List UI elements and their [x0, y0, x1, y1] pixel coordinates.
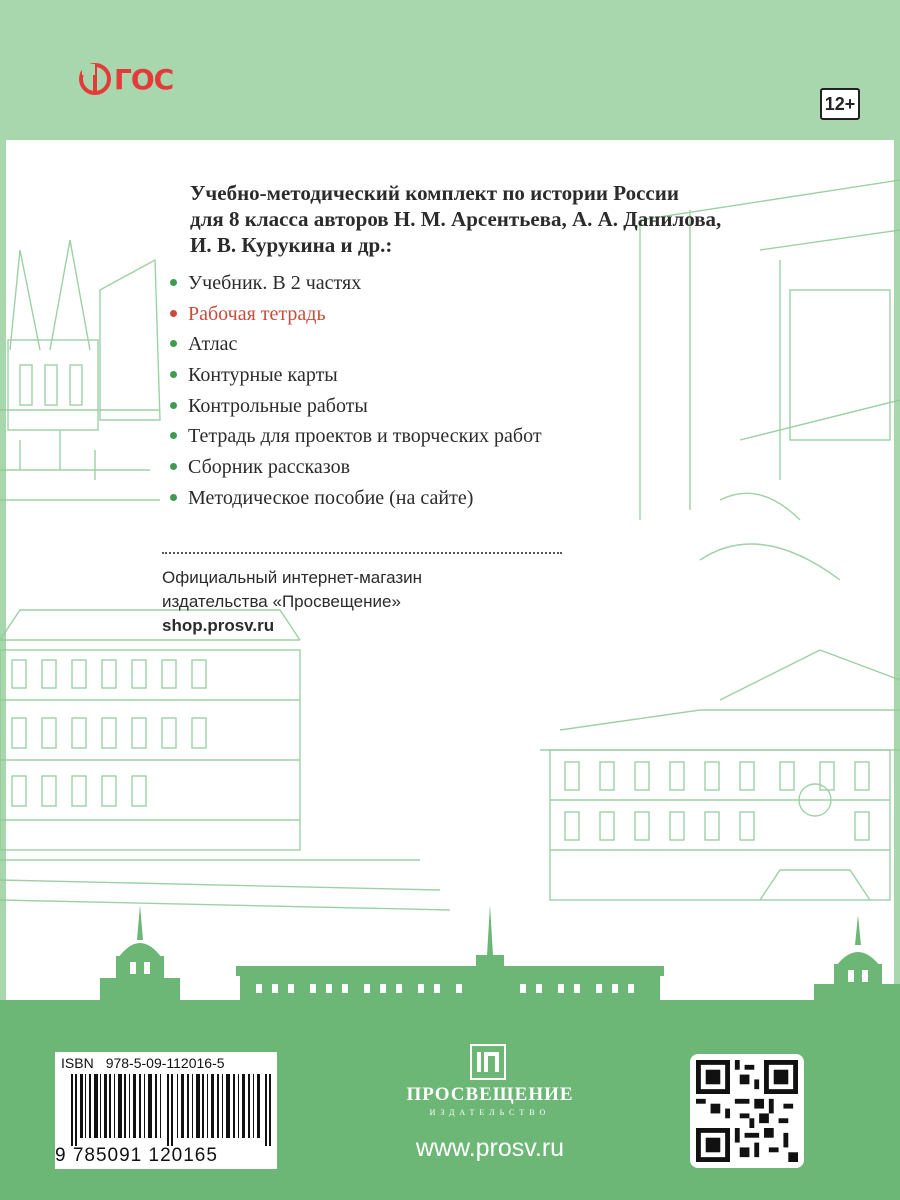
shop-line-1: Официальный интернет-магазин	[162, 568, 423, 587]
list-item	[168, 485, 542, 516]
isbn-number: 978-5-09-112016-5	[105, 1055, 225, 1071]
barcode-icon	[71, 1074, 273, 1146]
bullet-icon	[170, 310, 177, 317]
kit-items-list	[168, 270, 542, 516]
kit-heading: Учебно-методический комплект по истории России для 8 класса авторов Н. М. Арсентьева, А. А. Данилова, И. В. Курукина и др.:	[190, 181, 722, 257]
age-rating-badge: 12+	[820, 88, 860, 120]
fgos-logo	[78, 62, 173, 96]
bullet-icon	[170, 494, 177, 501]
list-item	[168, 270, 542, 301]
list-item	[168, 362, 542, 393]
divider	[162, 552, 562, 554]
list-item	[168, 454, 542, 485]
list-item-label: Рабочая тетрадь	[188, 302, 326, 325]
bullet-icon	[170, 402, 177, 409]
shop-url-link[interactable]: shop.prosv.ru	[162, 616, 275, 635]
isbn-barcode-block	[55, 1052, 277, 1169]
list-item-label: Атлас	[188, 333, 238, 356]
list-item-highlighted	[168, 301, 542, 332]
bullet-icon	[170, 432, 177, 439]
list-item-label: Сборник рассказов	[188, 456, 351, 479]
publisher-subtitle: ИЗДАТЕЛЬСТВО	[429, 1108, 551, 1117]
isbn-line	[61, 1055, 225, 1071]
bullet-icon	[170, 340, 177, 347]
skyline-silhouette	[0, 900, 900, 1010]
bullet-icon	[170, 371, 177, 378]
publisher-url-link[interactable]: www.prosv.ru	[415, 1134, 565, 1162]
fgos-logo-text: ГОС	[114, 62, 174, 96]
list-item-label: Тетрадь для проектов и творческих работ	[188, 425, 542, 448]
qr-code[interactable]	[690, 1054, 804, 1168]
isbn-label: ISBN	[61, 1055, 94, 1071]
list-item-label: Учебник. В 2 частях	[188, 272, 362, 294]
bullet-icon	[170, 279, 177, 286]
fgos-emblem-icon	[78, 62, 112, 96]
list-item-label: Методическое пособие (на сайте)	[188, 486, 474, 509]
list-item	[168, 331, 542, 362]
list-item-label: Контрольные работы	[188, 394, 368, 417]
publisher-name: ПРОСВЕЩЕНИЕ	[406, 1084, 574, 1105]
list-item	[168, 423, 542, 454]
list-item	[168, 393, 542, 424]
shop-line-2: издательства «Просвещение»	[162, 592, 401, 611]
list-item-label: Контурные карты	[188, 364, 338, 387]
barcode-digits: 9 785091 120165	[55, 1145, 218, 1166]
publisher-logo-icon	[470, 1044, 506, 1080]
bullet-icon	[170, 463, 177, 470]
qr-code-icon	[696, 1060, 798, 1162]
